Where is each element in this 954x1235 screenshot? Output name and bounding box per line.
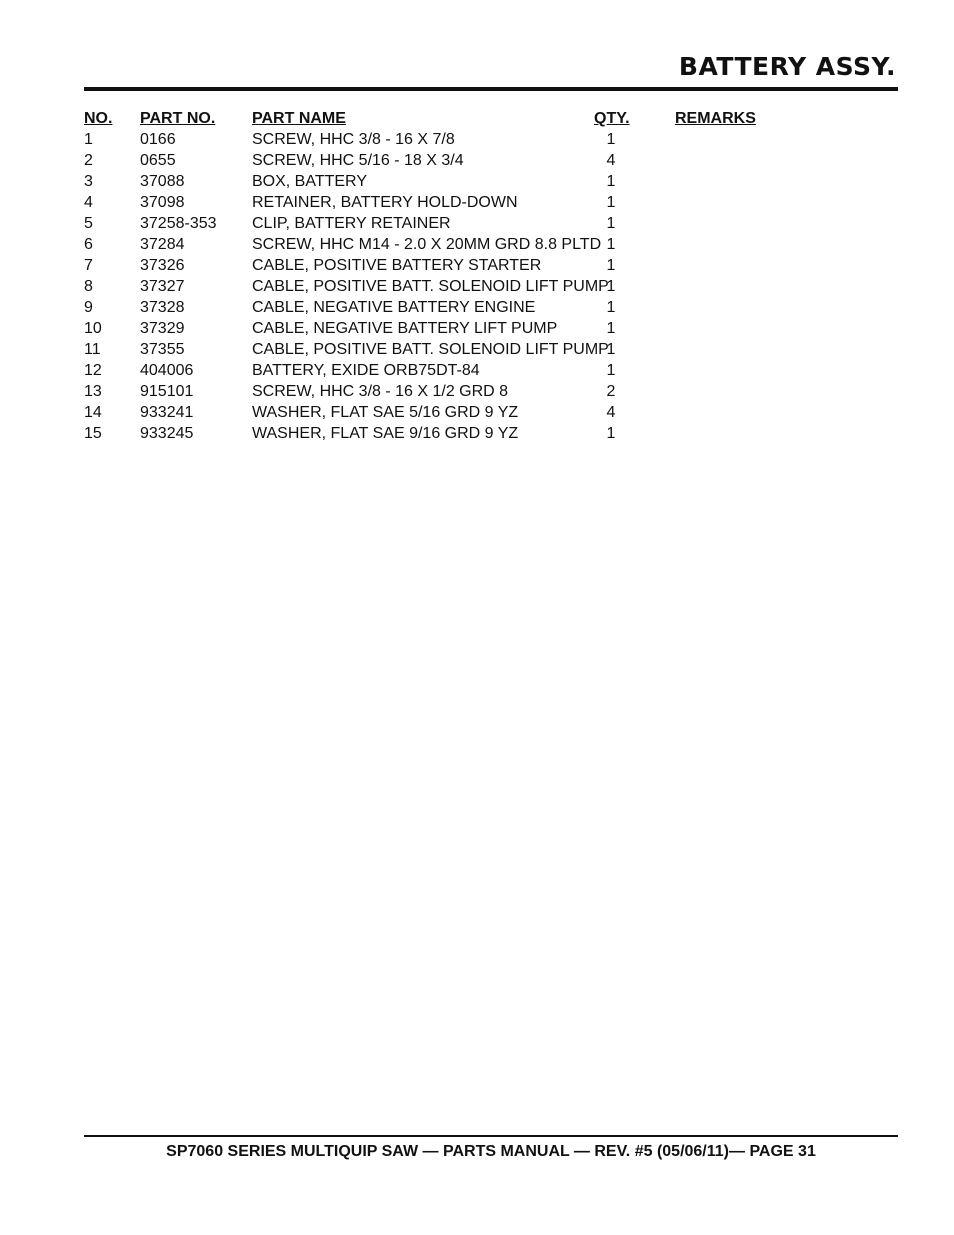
cell-qty: 2: [606, 383, 616, 400]
cell-part-no: 37098: [140, 194, 185, 211]
cell-no: 15: [84, 425, 102, 442]
header-no: NO.: [84, 110, 113, 127]
cell-qty: 4: [606, 404, 616, 421]
cell-part-no: 37328: [140, 299, 185, 316]
cell-part-no: 37284: [140, 236, 185, 253]
cell-part-name: BATTERY, EXIDE ORB75DT-84: [252, 362, 480, 379]
cell-part-no: 37258-353: [140, 215, 217, 232]
cell-part-name: CABLE, POSITIVE BATTERY STARTER: [252, 257, 542, 274]
cell-part-name: SCREW, HHC 3/8 - 16 X 1/2 GRD 8: [252, 383, 509, 400]
cell-part-no: 0166: [140, 131, 176, 148]
cell-qty: 1: [606, 278, 616, 295]
table-row: [84, 402, 898, 423]
cell-no: 8: [84, 278, 93, 295]
cell-qty: 1: [606, 320, 616, 337]
table-row: [84, 360, 898, 381]
cell-no: 3: [84, 173, 93, 190]
table-row: [84, 171, 898, 192]
cell-part-name: RETAINER, BATTERY HOLD-DOWN: [252, 194, 518, 211]
cell-part-no: 37329: [140, 320, 185, 337]
cell-no: 7: [84, 257, 93, 274]
cell-qty: 1: [606, 173, 616, 190]
parts-table: [84, 108, 898, 444]
cell-qty: 1: [606, 299, 616, 316]
cell-qty: 1: [606, 131, 616, 148]
cell-part-no: 37327: [140, 278, 185, 295]
cell-no: 6: [84, 236, 93, 253]
table-row: [84, 318, 898, 339]
cell-part-name: CABLE, NEGATIVE BATTERY ENGINE: [252, 299, 536, 316]
table-row: [84, 150, 898, 171]
cell-part-no: 933245: [140, 425, 194, 442]
title-rule: [84, 87, 898, 91]
cell-no: 2: [84, 152, 93, 169]
cell-part-name: CABLE, POSITIVE BATT. SOLENOID LIFT PUMP: [252, 341, 609, 358]
cell-part-name: WASHER, FLAT SAE 9/16 GRD 9 YZ: [252, 425, 519, 442]
cell-qty: 1: [606, 194, 616, 211]
footer-rule: [84, 1135, 898, 1137]
header-part-no: PART NO.: [140, 110, 216, 127]
cell-part-name: SCREW, HHC 3/8 - 16 X 7/8: [252, 131, 455, 148]
page-title: BATTERY ASSY.: [678, 52, 896, 81]
cell-no: 5: [84, 215, 93, 232]
table-row: [84, 213, 898, 234]
cell-part-name: SCREW, HHC 5/16 - 18 X 3/4: [252, 152, 464, 169]
cell-part-no: 404006: [140, 362, 194, 379]
cell-no: 11: [84, 341, 101, 358]
table-row: [84, 339, 898, 360]
cell-no: 14: [84, 404, 102, 421]
cell-part-no: 37088: [140, 173, 185, 190]
table-row: [84, 192, 898, 213]
header-part-name: PART NAME: [252, 110, 346, 127]
cell-part-name: WASHER, FLAT SAE 5/16 GRD 9 YZ: [252, 404, 519, 421]
cell-no: 10: [84, 320, 102, 337]
cell-qty: 1: [606, 236, 616, 253]
cell-qty: 1: [606, 425, 616, 442]
cell-part-name: BOX, BATTERY: [252, 173, 367, 190]
cell-part-no: 0655: [140, 152, 176, 169]
cell-part-no: 37355: [140, 341, 185, 358]
table-row: [84, 297, 898, 318]
cell-part-name: CABLE, NEGATIVE BATTERY LIFT PUMP: [252, 320, 558, 337]
cell-qty: 4: [606, 152, 616, 169]
cell-part-name: SCREW, HHC M14 - 2.0 X 20MM GRD 8.8 PLTD: [252, 236, 602, 253]
cell-qty: 1: [606, 362, 616, 379]
cell-part-no: 37326: [140, 257, 185, 274]
cell-part-name: CABLE, POSITIVE BATT. SOLENOID LIFT PUMP: [252, 278, 609, 295]
cell-no: 13: [84, 383, 102, 400]
cell-part-no: 933241: [140, 404, 194, 421]
table-row: [84, 129, 898, 150]
table-header: [84, 108, 898, 129]
cell-no: 9: [84, 299, 93, 316]
cell-qty: 1: [606, 215, 616, 232]
table-row: [84, 234, 898, 255]
table-row: [84, 423, 898, 444]
table-body: [84, 129, 898, 444]
cell-qty: 1: [606, 341, 616, 358]
header-remarks: REMARKS: [675, 110, 756, 127]
cell-part-no: 915101: [140, 383, 194, 400]
cell-no: 12: [84, 362, 102, 379]
table-row: [84, 255, 898, 276]
table-row: [84, 276, 898, 297]
header-qty: QTY.: [594, 110, 630, 127]
cell-part-name: CLIP, BATTERY RETAINER: [252, 215, 451, 232]
page-footer: SP7060 SERIES MULTIQUIP SAW — PARTS MANUAL — REV. #5 (05/06/11)— PAGE 31: [166, 1143, 816, 1160]
cell-qty: 1: [606, 257, 616, 274]
cell-no: 1: [84, 131, 93, 148]
table-row: [84, 381, 898, 402]
cell-no: 4: [84, 194, 93, 211]
